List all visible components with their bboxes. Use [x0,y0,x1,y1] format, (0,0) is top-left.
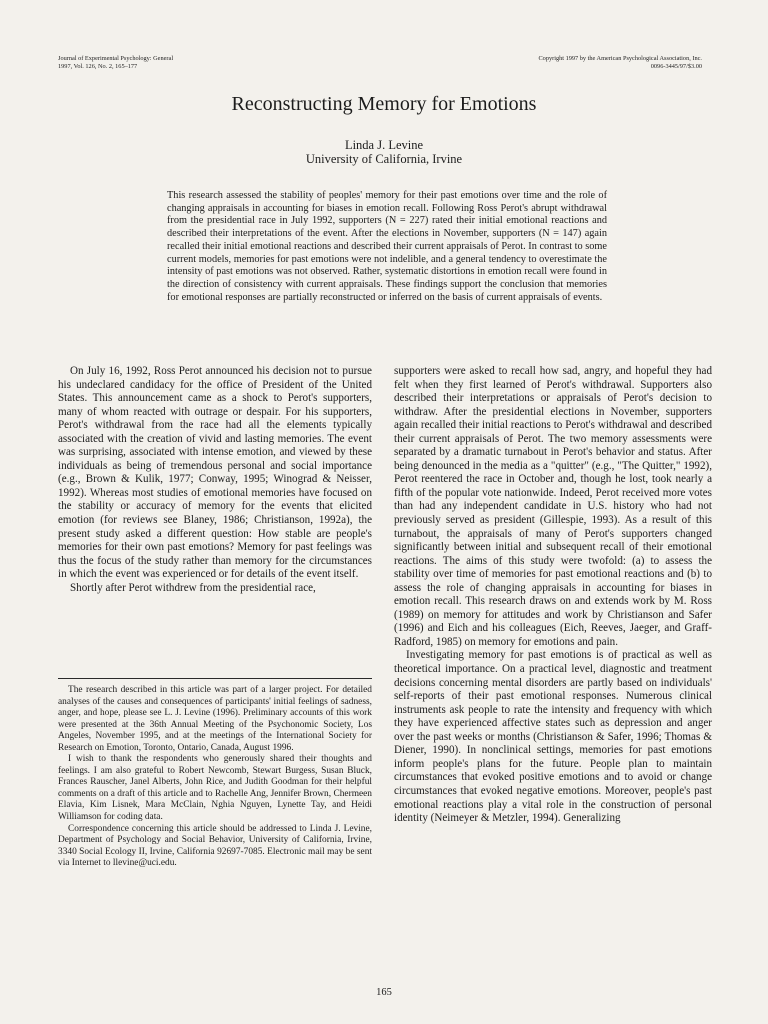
body-paragraph: Shortly after Perot withdrew from the presidential race, [70,581,316,594]
footnote-paragraph: I wish to thank the respondents who generously shared their thoughts and feelings. I am also grateful to Robert Newcomb, Stewart Burgess, Susan Bluck, Frances Rauscher, Janel Alberts, John Rice, and Judith Goodman for their helpful comments on a draft of this article and to Rachelle Ang, Jennifer Brown, Chermeen Elavia, Kim Lisnek, Mara McClain, Nghia Nguyen, Lynette Tay, and Heidi Williamson for coding data. [58,754,372,823]
author-name: Linda J. Levine [344,138,424,152]
body-column-left [58,365,372,595]
issn-code: 0096-3445/97/$3.00 [650,62,702,70]
copyright-text: Copyright 1997 by the American Psychological Association, Inc. [538,55,702,62]
footnotes [58,685,372,870]
copyright-notice [538,55,702,70]
journal-citation [58,55,173,70]
footnote-paragraph: The research described in this article was part of a larger project. For detailed analyses of the causes and consequences of participants' initial feelings of sadness, anger, and hope, please see L. J. Levine (1996). Preliminary accounts of this work were presented at the 36th Annual Meeting of the Psychonomic Society, Los Angeles, November 1995, and at the meetings of the International Society for Research on Emotion, Toronto, Ontario, Canada, August 1996. [58,685,372,753]
body-paragraph: Investigating memory for past emotions is of practical as well as theoretical importance. On a practical level, diagnostic and treatment decisions concerning mental disorders are partly based on individuals' self-reports of their past emotional responses. Numerous clinical instruments ask people to rate the intensity and frequency with which they have experienced affective states such as depression and anger over the past weeks or months (Christianson & Safer, 1996; Thomas & Diener, 1990). In nonclinical settings, memories for past emotions inform people's plans for the future. People plan to maintain circumstances that evoked positive emotions and to avoid or change circumstances that evoked negative emotions. Moreover, people's past emotional reactions play a vital role in the construction of personal identity (Neimeyer & Metzler, 1994). Generalizing [394,649,712,825]
abstract: This research assessed the stability of peoples' memory for their past emotions over time and the role of changing appraisals in accounting for biases in emotion recall. Following Ross Perot's abrupt withdrawal from the presidential race in July 1992, supporters (N = 227) rated their initial emotional reactions and described their interpretations of the event. After the elections in November, supporters (N = 147) again recalled their initial emotional reactions and described their current appraisals of Perot. In contrast to some current models, memories for past emotions were not indelible, and a general tendency to overestimate the intensity of past emotions was not observed. Rather, systematic distortions in emotion recall were found in the direction of consistency with current appraisals. These findings support the conclusion that memories for emotional responses are partially reconstructed or inferred on the basis of current appraisals of events. [167,190,607,303]
body-column-right [394,365,712,826]
footnote-divider [58,678,372,679]
body-paragraph: supporters were asked to recall how sad, angry, and hopeful they had felt when they first learned of Perot's withdrawal. Supporters also described their interpretations or appraisals of Perot's decision to withdraw. After the presidential elections in November, supporters again recalled their initial reactions to Perot's withdrawal and described their current appraisals of Perot. The two memory assessments were separated by a dramatic turnabout in Perot's behavior and status. After being denounced in the media as a "quitter" (e.g., "The Quitter," 1992), Perot reentered the race in October and, though he lost, took nearly a fifth of the popular vote nationwide. Indeed, Perot received more votes than had any independent candidate in U.S. history who had not previously served as president (Gillespie, 1993). As a result of this turnabout, the appraisals of many of Perot's supporters changed significantly between initial and subsequent recall of their emotional reactions. The aims of this study were twofold: (a) to assess the stability over time of memories for past emotional reactions and (b) to assess the role of changing appraisals in accounting for biases in emotion recall. This research draws on and extends work by M. Ross (1989) on memory for attitudes and work by Christianson and Safer (1996) and Eich and his colleagues (Eich, Reeves, Jaeger, and Graff-Radford, 1985) on memory for emotions and pain. [394,365,712,648]
page-number: 165 [376,987,392,998]
author-affiliation: University of California, Irvine [305,152,463,166]
journal-volume: 1997, Vol. 126, No. 2, 165–177 [58,62,138,70]
body-paragraph: On July 16, 1992, Ross Perot announced his decision not to pursue his undeclared candidacy for the office of President of the United States. This announcement came as a shock to Perot's supporters, many of whom reacted with outrage or despair. For his supporters, Perot's withdrawal from the race had all the elements typically associated with the creation of vivid and lasting memories. The event was surprising, associated with intense emotion, and viewed by these individuals as being of tremendous personal and social importance (e.g., Brown & Kulik, 1977; Conway, 1995; Winograd & Neisser, 1992). Whereas most studies of emotional memories have focused on the stability or accuracy of memory for the events that elicited emotion (for reviews see Blaney, 1986; Christianson, 1992a), the present study asked a different question: How stable are people's memories for their own past emotions? Memory for past feelings was thus the focus of the study rather than memory for the circumstances in which the event was experienced or for details of the event itself. [58,365,372,581]
journal-name: Journal of Experimental Psychology: General [58,55,174,62]
article-title: Reconstructing Memory for Emotions [231,93,537,115]
footnote-paragraph: Correspondence concerning this article should be addressed to Linda J. Levine, Department of Psychology and Social Behavior, University of California, Irvine, 3340 Social Ecology II, Irvine, California 92697-7085. Electronic mail may be sent via Internet to llevine@uci.edu. [58,823,372,869]
